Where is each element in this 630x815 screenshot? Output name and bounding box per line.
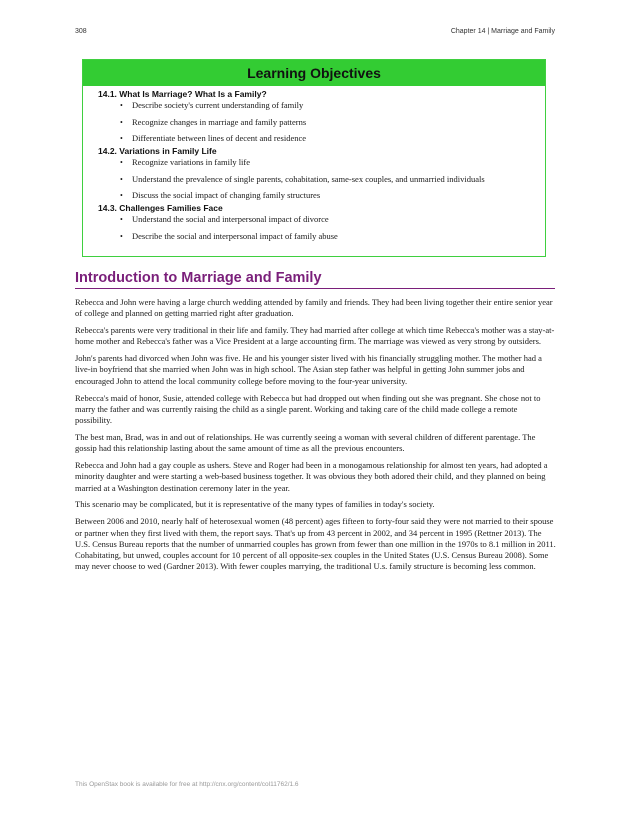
footer-note: This OpenStax book is available for free at http://cnx.org/content/col11762/1.6 <box>75 781 299 788</box>
learning-objectives-box <box>82 59 546 257</box>
objective-section-14-3 <box>98 203 545 242</box>
paragraph: This scenario may be complicated, but it is representative of the many types of families in today's society. <box>75 499 435 510</box>
chapter-title: Chapter 14 | Marriage and Family <box>450 28 555 35</box>
paragraph: Rebecca's parents were very traditional in their life and family. They had married after college at which time Rebecca's mother was a stay-at-home mother and Rebecca's father was a Vice President at a large accounting firm. The marriage was viewed as very strong by outsiders. <box>75 325 555 347</box>
objective-item: • Describe the social and interpersonal impact of family abuse <box>120 231 545 242</box>
objective-item: • Differentiate between lines of decent and residence <box>120 133 545 144</box>
objective-heading: 14.1. What Is Marriage? What Is a Family? <box>98 89 267 99</box>
paragraph: The best man, Brad, was in and out of relationships. He was currently seeing a woman with several children of different parentage. The gossip had this relationship lasting about the same amount of time as all the previous encounters. <box>75 431 536 454</box>
objective-item: • Describe society's current understanding of family <box>120 100 545 111</box>
running-header <box>75 28 555 40</box>
paragraph: John's parents had divorced when John was five. He and his younger sister lived with his financially struggling mother. The mother had a live-in boyfriend that she married when John was in high school. The Asian step father was helpful in getting John summer jobs and encouraged John to attend the local community college before moving to the four-year university. <box>75 353 542 386</box>
objective-item: • Recognize variations in family life <box>120 157 545 168</box>
section-body <box>75 297 556 578</box>
paragraph: Between 2006 and 2010, nearly half of heterosexual women (48 percent) ages fifteen to forty-four said they were not married to their spouse or partner when they first lived with them, the report says. That's up from 43 percent in 2002, and 34 percent in 1995 (Rettner 2013). The U.S. Census Bureau reports that the number of unmarried couples has grown from fewer than one million in the 1970s to 8.1 million in 2011. Cohabitating, but unwed, couples account for 10 percent of all opposite-sex couples in the United States (U.S. Census Bureau 2008). Some may never choose to wed (Gardner 2013). With fewer couples marrying, the traditional U.s. family structure is becoming less common. <box>75 516 556 572</box>
paragraph: Rebecca's maid of honor, Susie, attended college with Rebecca but had dropped out when finding out she was pregnant. She chose not to marry the father and was currently raising the child as a single parent. Working and taking care of the child made college a remote possibility. <box>75 392 541 426</box>
page-number: 308 <box>75 28 87 35</box>
objective-heading: 14.3. Challenges Families Face <box>98 203 223 213</box>
paragraph: Rebecca and John were having a large church wedding attended by family and friends. They had been living together their entire senior year of college and planned on getting married right after graduation. <box>75 297 553 319</box>
objective-item: • Understand the prevalence of single parents, cohabitation, same-sex couples, and unmarried individuals <box>120 174 545 185</box>
objective-section-14-2 <box>98 146 545 201</box>
objective-item: • Discuss the social impact of changing family structures <box>120 190 545 201</box>
section-title: Introduction to Marriage and Family <box>75 270 555 289</box>
paragraph: Rebecca and John had a gay couple as ushers. Steve and Roger had been in a monogamous relationship for almost ten years, had adopted a minority daughter and were starting a web-based business together. It was obvious they both adored their child, and they planned on being married at a Washington destination ceremony later in the year. <box>75 460 548 493</box>
objective-item: • Recognize changes in marriage and family patterns <box>120 117 545 128</box>
objective-heading: 14.2. Variations in Family Life <box>98 146 217 156</box>
learning-objectives-title: Learning Objectives <box>83 60 545 86</box>
objective-item: • Understand the social and interpersonal impact of divorce <box>120 214 545 225</box>
objective-section-14-1 <box>98 89 545 144</box>
